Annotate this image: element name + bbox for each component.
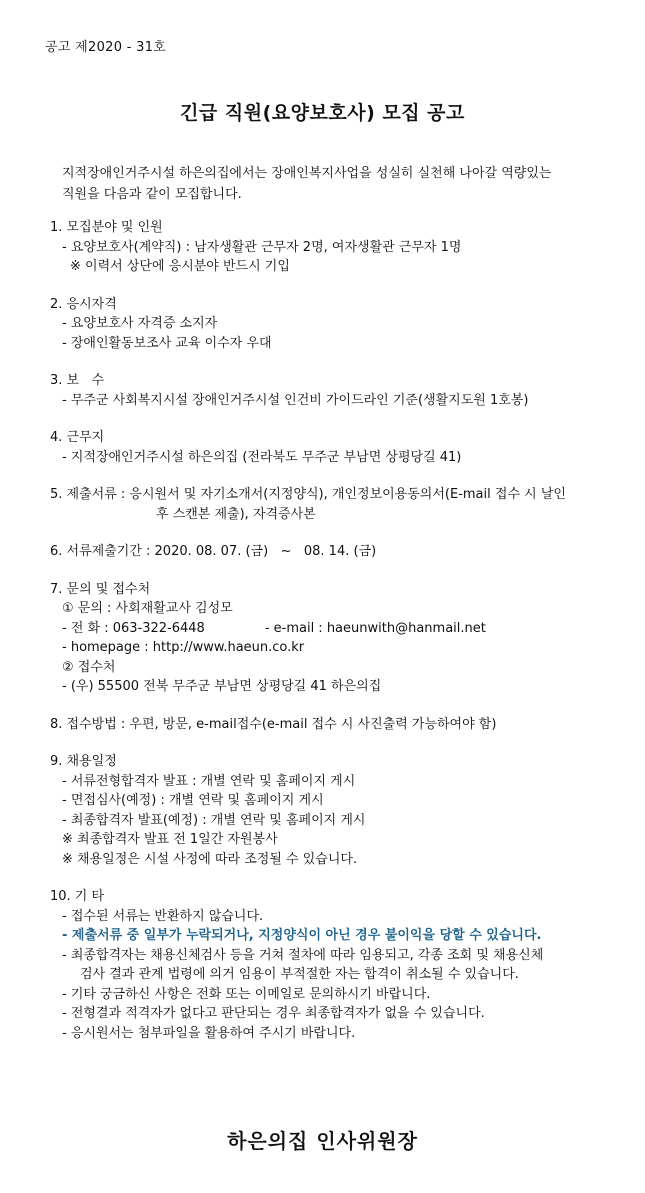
section-line: 6. 서류제출기간 : 2020. 08. 07. (금) ~ 08. 14. (금) [50,544,377,559]
section-item: - 접수된 서류는 반환하지 않습니다. [62,908,264,924]
notice-number: 공고 제2020 - 31호 [45,40,167,55]
document-title: 긴급 직원(요양보호사) 모집 공고 [180,102,465,124]
section-heading: 4. 근무지 [50,430,105,445]
contact-phone: - 전 화 : 063-322-6448 [62,620,205,636]
section-item: - 최종합격자는 채용신체검사 등을 거쳐 절차에 따라 임용되고, 각종 조회 및 채용신체 [62,947,544,963]
intro-line: 직원을 다음과 같이 모집합니다. [62,187,242,202]
section-item: - 최종합격자 발표(예정) : 개별 연락 및 홈페이지 게시 [62,812,366,828]
contact-address: - (우) 55500 전북 무주군 부남면 상평당길 41 하은의집 [62,679,382,694]
notice-body [50,218,610,1043]
section-heading: 10. 기 타 [50,889,105,904]
signature: 하은의집 인사위원장 [227,1129,418,1153]
section-heading: 1. 모집분야 및 인원 [50,220,163,235]
section-item: - 지적장애인거주시설 하은의집 (전라북도 무주군 부남면 상평당길 41) [62,449,462,465]
section-note: ※ 최종합격자 발표 전 1일간 자원봉사 [62,832,278,847]
section-heading: 2. 응시자격 [50,296,117,312]
contact-row [50,619,610,639]
intro-line: 지적장애인거주시설 하은의집에서는 장애인복지사업을 성실히 실천해 나아갈 역량있는 [62,166,552,181]
section-item-continued: 검사 결과 관계 법령에 의거 임용이 부적절한 자는 합격이 취소될 수 있습니다. [80,967,519,982]
section-item: - 서류전형합격자 발표 : 개별 연락 및 홈페이지 게시 [62,773,356,789]
section-note: ※ 채용일정은 시설 사정에 따라 조정될 수 있습니다. [62,851,358,867]
contact-email[interactable]: - e-mail : haeunwith@hanmail.net [264,620,486,636]
section-item: - 장애인활동보조사 교육 이수자 우대 [62,335,272,351]
section-item: - 요양보호사(계약직) : 남자생활관 근무자 2명, 여자생활관 근무자 1명 [62,239,462,255]
contact-subheading: ① 문의 : 사회재활교사 김성모 [62,601,233,616]
contact-subheading: ② 접수처 [62,659,116,675]
section-note: ※ 이력서 상단에 응시분야 반드시 기입 [70,259,290,274]
section-item: - 무주군 사회복지시설 장애인거주시설 인건비 가이드라인 기준(생활지도원 1호봉) [62,392,529,408]
section-item: - 기타 궁금하신 사항은 전화 또는 이메일로 문의하시기 바랍니다. [62,986,431,1002]
section-line: 5. 제출서류 : 응시원서 및 자기소개서(지정양식), 개인정보이용동의서(E-mail 접수 시 날인 [50,487,566,502]
section-item: - 요양보호사 자격증 소지자 [62,316,218,331]
section-heading: 9. 채용일정 [50,754,117,769]
section-line-continued: 후 스캔본 제출), 자격증사본 [156,506,316,522]
section-item: - 전형결과 적격자가 없다고 판단되는 경우 최종합격자가 없을 수 있습니다. [62,1006,485,1021]
section-item: - 응시원서는 첨부파일을 활용하여 주시기 바랍니다. [62,1025,356,1041]
section-item: - 면접심사(예정) : 개별 연락 및 홈페이지 게시 [62,793,324,808]
section-heading: 3. 보 수 [50,373,105,388]
section-item-highlighted: - 제출서류 중 일부가 누락되거나, 지정양식이 아닌 경우 불이익을 당할 수 있습니다. [62,928,542,943]
intro-paragraph [62,163,602,205]
section-line: 8. 접수방법 : 우편, 방문, e-mail접수(e-mail 접수 시 사진출력 가능하여야 함) [50,716,497,732]
section-heading: 7. 문의 및 접수처 [50,581,151,597]
contact-homepage[interactable]: - homepage : http://www.haeun.co.kr [62,640,305,655]
